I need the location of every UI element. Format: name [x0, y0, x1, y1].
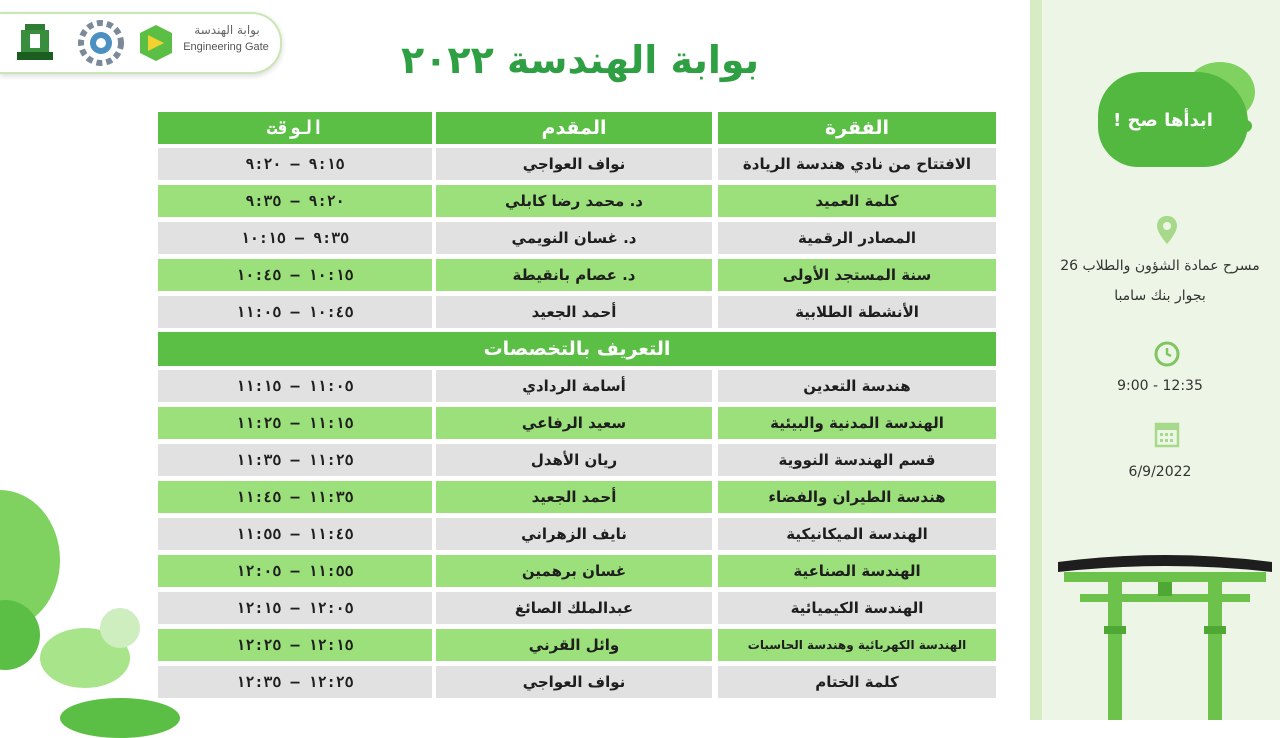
table-header-row	[158, 112, 998, 144]
row-presenter: نواف العواجي	[436, 666, 712, 698]
table-row	[158, 592, 998, 624]
row-time: ١١:٠٥ – ١١:١٥	[158, 370, 432, 402]
row-time: ٩:١٥ – ٩:٢٠	[158, 148, 432, 180]
table-row	[158, 222, 998, 254]
location-pin-icon	[1155, 215, 1179, 245]
clock-icon	[1154, 341, 1180, 367]
row-time: ١٢:٢٥ – ١٢:٣٥	[158, 666, 432, 698]
row-item: الهندسة المدنية والبيئية	[718, 407, 996, 439]
row-item: الافتتاح من نادي هندسة الريادة	[718, 148, 996, 180]
row-item: قسم الهندسة النووية	[718, 444, 996, 476]
university-logo-icon	[12, 20, 58, 66]
row-presenter: أحمد الجعيد	[436, 296, 712, 328]
row-presenter: ريان الأهدل	[436, 444, 712, 476]
row-item: المصادر الرقمية	[718, 222, 996, 254]
row-presenter: سعيد الرفاعي	[436, 407, 712, 439]
row-time: ١٠:١٥ – ١٠:٤٥	[158, 259, 432, 291]
logo-english-text: Engineering Gate	[183, 41, 269, 53]
table-row	[158, 518, 998, 550]
event-date: 6/9/2022	[1128, 464, 1192, 480]
header-time: الوقت	[158, 112, 432, 144]
decor-blob	[60, 698, 180, 738]
side-panel-strip	[1030, 0, 1042, 720]
header-item: الفقرة	[718, 112, 996, 144]
row-item: الهندسة الكيميائية	[718, 592, 996, 624]
calendar-icon	[1154, 420, 1180, 448]
row-time: ١١:١٥ – ١١:٢٥	[158, 407, 432, 439]
row-presenter: أحمد الجعيد	[436, 481, 712, 513]
torii-gate-illustration	[1050, 550, 1280, 720]
location-line-1: مسرح عمادة الشؤون والطلاب 26	[1060, 258, 1260, 274]
row-time: ١١:٤٥ – ١١:٥٥	[158, 518, 432, 550]
event-time: 9:00 - 12:35	[1117, 378, 1203, 394]
row-item: هندسة التعدين	[718, 370, 996, 402]
table-row	[158, 407, 998, 439]
logo-bar	[0, 12, 282, 74]
row-time: ٩:٢٠ – ٩:٣٥	[158, 185, 432, 217]
header-presenter: المقدم	[436, 112, 712, 144]
row-time: ١١:٢٥ – ١١:٣٥	[158, 444, 432, 476]
row-item: الهندسة الصناعية	[718, 555, 996, 587]
row-time: ١٢:٠٥ – ١٢:١٥	[158, 592, 432, 624]
table-row	[158, 185, 998, 217]
decor-blob	[100, 608, 140, 648]
location-line-2: بجوار بنك سامبا	[1114, 288, 1206, 304]
row-presenter: أسامة الردادي	[436, 370, 712, 402]
table-row	[158, 629, 998, 661]
row-item: هندسة الطيران والفضاء	[718, 481, 996, 513]
table-row	[158, 444, 998, 476]
row-time: ٩:٣٥ – ١٠:١٥	[158, 222, 432, 254]
row-presenter: نواف العواجي	[436, 148, 712, 180]
row-time: ١٠:٤٥ – ١١:٠٥	[158, 296, 432, 328]
gear-logo-icon	[76, 18, 126, 68]
row-presenter: د. غسان النويمي	[436, 222, 712, 254]
page-title: بوابة الهندسة ٢٠٢٢	[401, 38, 759, 82]
engineering-gate-logo-icon	[136, 23, 176, 63]
row-presenter: عبدالملك الصائغ	[436, 592, 712, 624]
row-item: الهندسة الكهربائية وهندسة الحاسبات	[718, 629, 996, 661]
slogan-text: ابدأها صح !	[1113, 110, 1213, 131]
row-time: ١١:٥٥ – ١٢:٠٥	[158, 555, 432, 587]
row-time: ١١:٣٥ – ١١:٤٥	[158, 481, 432, 513]
table-row	[158, 555, 998, 587]
row-presenter: د. محمد رضا كابلي	[436, 185, 712, 217]
table-row	[158, 259, 998, 291]
row-presenter: وائل القرني	[436, 629, 712, 661]
table-row	[158, 481, 998, 513]
decor-blob	[20, 578, 32, 590]
section-header-majors: التعريف بالتخصصات	[158, 332, 996, 366]
row-item: الأنشطة الطلابية	[718, 296, 996, 328]
row-item: الهندسة الميكانيكية	[718, 518, 996, 550]
table-row	[158, 296, 998, 328]
row-presenter: نايف الزهراني	[436, 518, 712, 550]
row-item: كلمة الختام	[718, 666, 996, 698]
row-presenter: غسان برهمين	[436, 555, 712, 587]
row-presenter: د. عصام بانقيطة	[436, 259, 712, 291]
row-item: سنة المستجد الأولى	[718, 259, 996, 291]
table-row	[158, 148, 998, 180]
table-row	[158, 370, 998, 402]
row-time: ١٢:١٥ – ١٢:٢٥	[158, 629, 432, 661]
table-row	[158, 666, 998, 698]
row-item: كلمة العميد	[718, 185, 996, 217]
logo-arabic-text: بوابة الهندسة	[194, 23, 260, 37]
